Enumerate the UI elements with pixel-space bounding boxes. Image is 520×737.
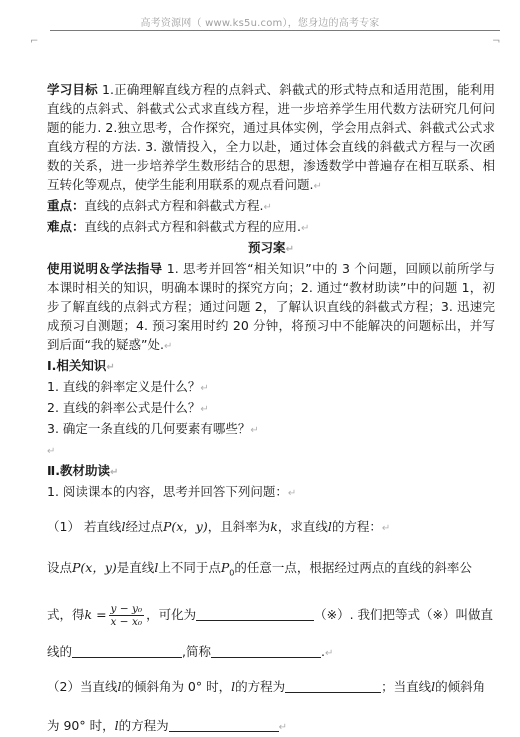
slope-fraction: $\frac{\text{y − y₀}}{\text{x − x₀}}$: [110, 602, 143, 628]
key-label: 重点：: [47, 198, 85, 213]
related-item-3: 3. 确定一条直线的几何要素有哪些？↵: [47, 421, 259, 436]
paragraph-derivation: 设点P(x，y)是直线l上不同于点$P_0$的任意一点，根据经过两点的直线的斜率公: [47, 560, 472, 578]
paragraph-name: 线的 ,简称 .↵: [47, 643, 334, 659]
section-title: 预习案↵: [248, 240, 294, 255]
document-body: [47, 80, 495, 737]
difficulty-point: 难点：直线的点斜式方程和斜截式方程的应用.↵: [47, 219, 310, 234]
key-text: 直线的点斜式方程和斜截式方程.: [84, 198, 264, 213]
answer-blank-5[interactable]: [169, 718, 279, 732]
answer-blank-3[interactable]: [211, 644, 321, 658]
corner-mark-right: ¬: [492, 36, 501, 47]
related-item-1: 1. 直线的斜率定义是什么？↵: [47, 379, 209, 394]
reading-intro: 1. 阅读课本的内容，思考并回答下列问题：↵: [47, 484, 297, 499]
related-title: Ⅰ.相关知识↵: [47, 358, 115, 373]
answer-blank-1[interactable]: [196, 607, 314, 621]
difficulty-text: 直线的点斜式方程和斜截式方程的应用.: [84, 219, 301, 234]
header-rule: [50, 30, 500, 31]
question-2: （2）当直线l的倾斜角为 0° 时，l的方程为 ；当直线l的倾斜角: [47, 678, 486, 694]
answer-blank-2[interactable]: [72, 644, 182, 658]
reading-title: Ⅱ.教材助读↵: [47, 463, 119, 478]
question-2-continued: 为 90° 时，l的方程为 ↵: [47, 717, 288, 733]
instructions-text: 1. 思考并回答“相关知识”中的 3 个问题，回顾以前所学与本课时相关的知识，明确本课时的探究方向；2. 通过“教材助读”中的问题 1，初步了解直线的点斜式方程；通过问题 2，了解认识直线的斜截式方程；3. 迅速完成预习自测题；4. 预习案用时约 20 分钟，将预习中不能解决的问题标出，并写到后面“我的疑惑”处.: [47, 261, 495, 352]
paragraph-formula: 式，得k = $\frac{\text{y − y₀}}{\text{x − x₀}}$ ，可化为 （※）. 我们把等式（※）叫做直: [47, 602, 494, 628]
related-item-2: 2. 直线的斜率公式是什么？↵: [47, 400, 209, 415]
instructions-label: 使用说明＆学法指导: [47, 261, 163, 276]
learning-goal: 学习目标 1.正确理解直线方程的点斜式、斜截式的形式特点和适用范围，能利用直线的点斜式、斜截式公式求直线方程，进一步培养学生用代数方法研究几何问题的能力. 2.独立思考，合作探究，通过具体实例，学会用点斜式、斜截式公式求直线方程的方法. 3. 激情投入，全力以赴，通过体会直线的斜截式方程与一次函数的关系，进一步培养学生数形结合的思想，渗透数学中普遍存在相互联系、相互转化等观点，使学生能利用联系的观点看问题.↵: [47, 82, 495, 192]
key-point: 重点：直线的点斜式方程和斜截式方程.↵: [47, 198, 272, 213]
answer-blank-4[interactable]: [285, 679, 381, 693]
page-header: 高考资源网（ www.ks5u.com），您身边的高考专家: [140, 18, 380, 29]
difficulty-label: 难点：: [47, 219, 85, 234]
instructions: 使用说明＆学法指导 1. 思考并回答“相关知识”中的 3 个问题，回顾以前所学与本课时相关的知识，明确本课时的探究方向；2. 通过“教材助读”中的问题 1，初步了解直线的点斜式方程；通过问题 2，了解认识直线的斜截式方程；3. 迅速完成预习自测题；4. 预习案用时约 20 分钟，将预习中不能解决的问题标出，并写到后面“我的疑惑”处.↵: [47, 261, 495, 352]
question-1: （1） 若直线l经过点P(x，y)，且斜率为k，求直线l的方程：↵: [47, 519, 391, 534]
corner-mark-left: ⌐: [30, 36, 39, 47]
goal-text: 1.正确理解直线方程的点斜式、斜截式的形式特点和适用范围，能利用直线的点斜式、斜截式公式求直线方程，进一步培养学生用代数方法研究几何问题的能力. 2.独立思考，合作探究，通过具体实例，学会用点斜式、斜截式公式求直线方程的方法. 3. 激情投入，全力以赴，通过体会直线的斜截式方程与一次函数的关系，进一步培养学生数形结合的思想，渗透数学中普遍存在相互联系、相互转化等观点，使学生能利用联系的观点看问题.: [47, 82, 495, 192]
empty-line: ↵: [47, 446, 56, 457]
goal-label: 学习目标: [47, 82, 98, 97]
